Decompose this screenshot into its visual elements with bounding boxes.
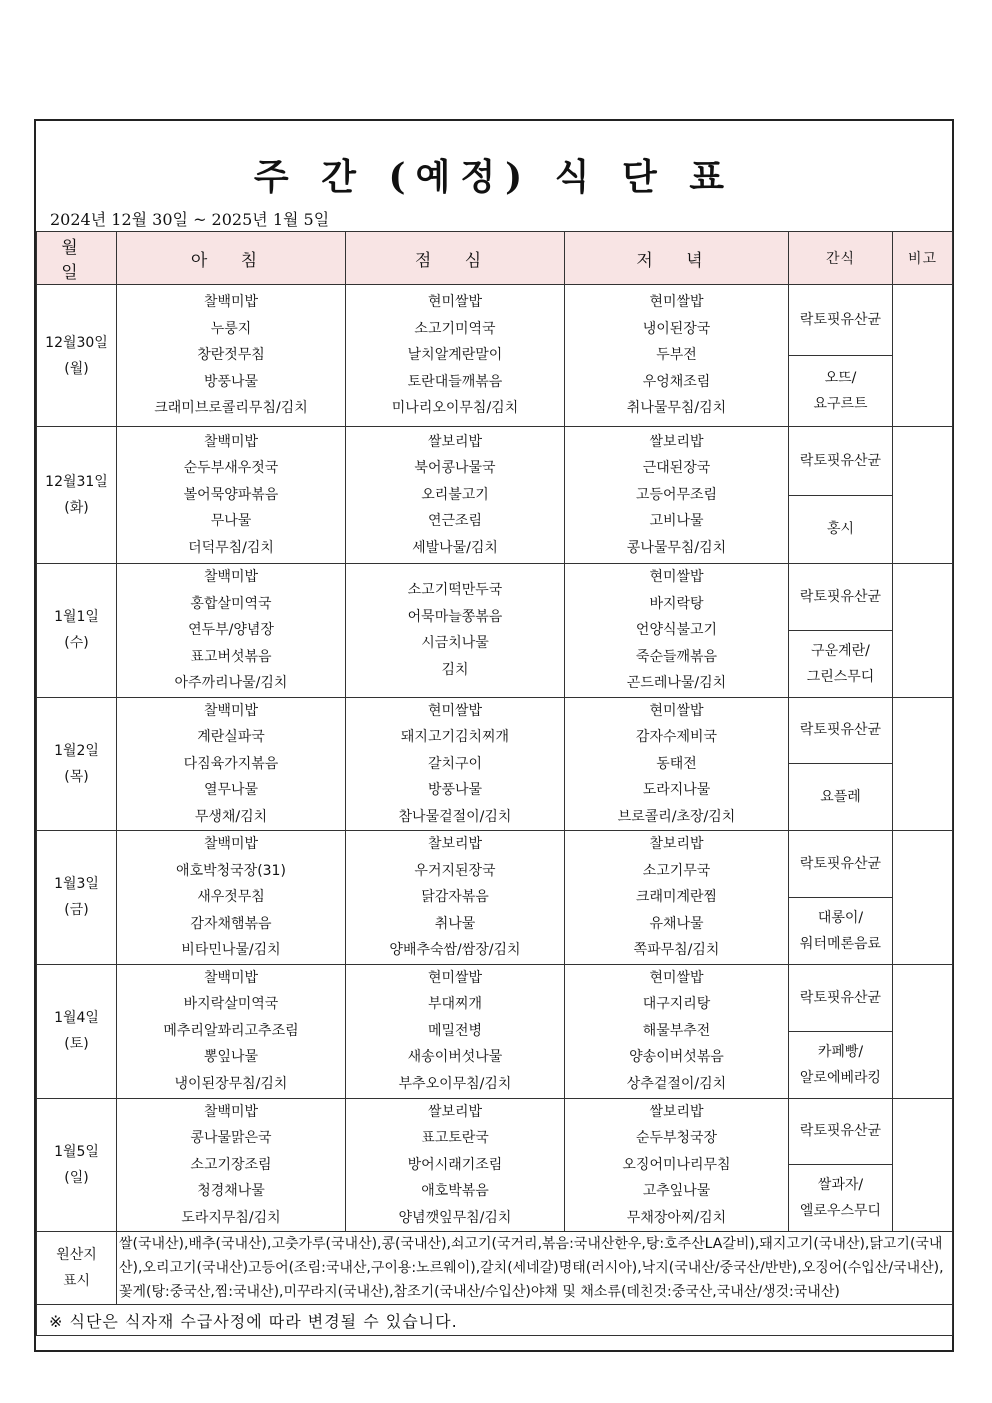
day-date-cell [37,1098,117,1232]
lunch-cell [346,564,565,698]
menu-item: 소고기미역국 [414,320,496,337]
day-row [37,285,953,356]
day-of-week: (수) [64,635,89,652]
menu-item: 감자수제비국 [635,729,718,745]
menu-item: 락토핏유산균 [799,1123,882,1140]
menu-item: 더덕무침/김치 [188,539,274,556]
day-date: 1월2일 [54,742,99,759]
menu-item: 락토핏유산균 [799,722,882,739]
day-of-week: (목) [64,768,89,785]
snack-cell-1 [789,427,893,496]
menu-item: 청경채나물 [197,1183,265,1199]
day-date: 1월4일 [54,1010,99,1026]
menu-item: 홍합살미역국 [190,595,272,612]
origin-label-line: 표시 [62,1273,91,1289]
menu-item: 쌀과자/ [817,1177,864,1194]
menu-item: 시금치나물 [421,635,489,652]
menu-item: 미나리오이무침/김치 [391,400,519,417]
menu-item: 표고버섯볶음 [190,648,272,665]
snack-cell-2 [789,630,893,697]
menu-item: 곤드레나물/김치 [626,675,727,691]
menu-item: 무나물 [210,513,252,530]
menu-item: 새송이버섯나물 [407,1049,503,1066]
day-row [37,564,953,631]
menu-item: 요구르트 [813,396,868,412]
snack-cell-1 [789,1098,893,1165]
dinner-cell [565,427,789,564]
breakfast-cell [117,564,346,698]
menu-item: 방풍나물 [427,782,483,798]
snack-cell-2 [789,356,893,427]
menu-item: 양념깻잎무침/김치 [398,1209,512,1226]
menu-body [37,285,953,1232]
day-row [37,1098,953,1165]
menu-item: 돼지고기김치찌개 [400,729,510,745]
menu-item: 부대찌개 [427,996,483,1013]
menu-item: 구운계란/ [811,642,870,659]
menu-item: 냉이된장무침/김치 [174,1075,288,1092]
menu-item: 대롱이/ [817,909,864,926]
menu-item: 쪽파무침/김치 [633,942,720,958]
menu-item: 창란젓무침 [197,347,265,364]
breakfast-cell [117,427,346,564]
menu-item: 감자채햄볶음 [190,915,272,932]
snack-cell-1 [789,831,893,898]
menu-item: 북어콩나물국 [414,460,496,477]
snack-cell-2 [789,897,893,964]
menu-item: 락토핏유산균 [799,989,882,1006]
menu-item: 애호박청국장(31) [176,862,286,879]
menu-item: 뽕잎나물 [203,1049,259,1066]
menu-item: 락토핏유산균 [799,855,882,872]
menu-item: 워터메론음료 [799,935,882,952]
remark-cell [893,831,953,965]
day-row [37,831,953,898]
menu-item: 비타민나물/김치 [181,942,281,958]
day-row [37,964,953,1031]
menu-sheet [34,119,954,1352]
menu-item: 김치 [441,661,469,678]
menu-item: 순두부새우젓국 [183,460,279,477]
menu-item: 현미쌀밥 [649,969,704,986]
menu-item: 취나물 [434,915,476,932]
remark-cell [893,564,953,698]
menu-item: 토란대들깨볶음 [407,373,503,390]
menu-item: 취나물무침/김치 [626,400,727,417]
menu-item: 연근조림 [427,513,483,530]
menu-item: 고등어무조림 [635,486,718,503]
menu-item: 찰백미밥 [203,569,259,585]
breakfast-cell [117,831,346,965]
header-breakfast: 아 침 [117,232,346,285]
day-of-week: (월) [64,360,89,377]
menu-item: 다짐육가지볶음 [183,755,279,772]
menu-item: 쌀보리밥 [649,433,704,450]
day-of-week: (토) [64,1036,89,1052]
lunch-cell [346,697,565,831]
menu-item: 오뜨/ [824,370,857,386]
menu-item: 요플레 [820,789,861,806]
lunch-cell [346,285,565,427]
menu-item: 양배추숙쌈/쌈장/김치 [389,942,521,958]
remark-cell [893,1098,953,1232]
menu-item: 엘로우스무디 [799,1203,882,1220]
menu-item: 연두부/양념장 [188,622,274,638]
day-of-week: (화) [64,500,89,516]
menu-item: 볼어묵양파볶음 [183,486,279,503]
snack-cell-1 [789,697,893,764]
day-date: 1월3일 [54,876,99,893]
menu-item: 무생채/김치 [194,808,268,825]
notice-text: ※ 식단은 식자재 수급사정에 따라 변경될 수 있습니다. [37,1305,953,1336]
menu-item: 락토핏유산균 [799,312,882,328]
menu-item: 근대된장국 [642,460,711,477]
day-of-week: (일) [64,1169,89,1186]
breakfast-cell [117,1098,346,1232]
menu-item: 찰백미밥 [203,969,259,986]
remark-cell [893,697,953,831]
menu-item: 찰백미밥 [203,702,259,719]
day-row [37,697,953,764]
menu-item: 누룽지 [210,320,252,337]
header-dinner: 저 녁 [565,232,789,285]
menu-item: 알로에베라킹 [799,1069,882,1086]
menu-item: 애호박볶음 [421,1183,489,1199]
menu-item: 락토핏유산균 [799,452,882,469]
day-date: 12월31일 [45,474,108,490]
header-row [37,232,953,285]
lunch-cell [346,964,565,1098]
menu-item: 홍시 [826,521,855,538]
day-date: 1월5일 [54,1143,99,1160]
menu-item: 언양식불고기 [635,622,718,638]
menu-item: 해물부추전 [642,1022,711,1039]
menu-item: 현미쌀밥 [427,702,483,719]
menu-item: 오징어미나리무침 [622,1156,731,1173]
menu-item: 우엉채조림 [642,373,711,390]
menu-item: 두부전 [656,347,697,364]
menu-item: 찰보리밥 [649,836,704,852]
day-row [37,427,953,496]
menu-item: 새우젓무침 [197,889,265,905]
origin-text: 쌀(국내산),배추(국내산),고춧가루(국내산),콩(국내산),쇠고기(국거리,볶음:국내산한우,탕:호주산LA갈비),돼지고기(국내산),닭고기(국내산),오리고기(국내산)고등어(조림:국내산,구이용:노르웨이),갈치(세네갈)명태(러시아),낙지(국내산/중국산/반반),오징어(수입산/국내산),꽃게(탕:중국산,찜:국내산),미꾸라지(국내산),참조기(국내산/수입산)야채 및 채소류(데친것:중국산,국내산/생것:국내산) [117,1232,953,1305]
dinner-cell [565,831,789,965]
menu-item: 찰백미밥 [203,433,259,450]
lunch-cell [346,427,565,564]
header-snack: 간식 [789,232,893,285]
day-date-cell [37,697,117,831]
origin-label [37,1232,117,1305]
snack-cell-1 [789,285,893,356]
menu-item: 표고토란국 [421,1130,489,1146]
menu-item: 계란실파국 [197,729,265,745]
note-row [37,1305,953,1336]
menu-item: 브로콜리/초장/김치 [617,808,736,825]
snack-cell-2 [789,1165,893,1232]
dinner-cell [565,697,789,831]
menu-item: 세발나물/김치 [412,539,498,556]
day-date-cell [37,831,117,965]
menu-item: 상추겉절이/김치 [626,1075,727,1092]
menu-item: 쌀보리밥 [427,433,483,450]
menu-item: 그린스무디 [806,668,875,685]
menu-item: 락토핏유산균 [799,588,882,605]
origin-row [37,1232,953,1305]
period-label: 2024년 12월 30일 ~ 2025년 1월 5일 [50,210,330,229]
menu-item: 오리불고기 [421,486,489,503]
menu-item: 현미쌀밥 [649,294,704,311]
menu-item: 순두부청국장 [635,1130,718,1146]
remark-cell [893,427,953,564]
menu-item: 소고기무국 [642,862,711,879]
day-date: 12월30일 [45,334,108,351]
menu-item: 날치알계란말이 [407,347,503,364]
menu-item: 방어시래기조림 [407,1156,503,1173]
origin-label-line: 원산지 [56,1247,97,1263]
menu-item: 찰백미밥 [203,836,259,852]
menu-item: 소고기떡만두국 [407,582,503,599]
menu-item: 크래미계란찜 [635,889,718,905]
menu-item: 냉이된장국 [642,320,711,337]
menu-item: 크래미브로콜리무침/김치 [154,400,308,417]
menu-item: 방풍나물 [203,373,259,390]
menu-item: 아주까리나물/김치 [174,675,288,691]
lunch-cell [346,1098,565,1232]
menu-item: 대구지리탕 [642,996,711,1013]
snack-cell-2 [789,1031,893,1098]
day-of-week: (금) [64,902,89,919]
breakfast-cell [117,964,346,1098]
snack-cell-2 [789,495,893,564]
menu-item: 동태전 [656,755,697,772]
menu-item: 열무나물 [203,782,259,798]
dinner-cell [565,564,789,698]
remark-cell [893,964,953,1098]
menu-item: 갈치구이 [427,755,483,772]
menu-item: 어묵마늘쫑볶음 [407,608,503,625]
page-title: 주 간 (예정) 식 단 표 [253,156,735,198]
dinner-cell [565,964,789,1098]
menu-item: 찰보리밥 [427,836,483,852]
menu-item: 도라지나물 [642,782,711,798]
dinner-cell [565,1098,789,1232]
header-day: 월 일 [37,232,117,285]
menu-item: 쌀보리밥 [649,1103,704,1120]
menu-item: 유채나물 [649,915,704,932]
menu-item: 찰백미밥 [203,294,259,311]
header-lunch: 점 심 [346,232,565,285]
breakfast-cell [117,697,346,831]
day-date-cell [37,964,117,1098]
menu-item: 쌀보리밥 [427,1103,483,1120]
menu-table [36,231,953,1336]
menu-item: 양송이버섯볶음 [629,1049,724,1066]
menu-item: 닭감자볶음 [421,889,489,905]
header-remark: 비고 [893,232,953,285]
day-date-cell [37,564,117,698]
lunch-cell [346,831,565,965]
menu-item: 콩나물맑은국 [190,1130,272,1146]
menu-item: 참나물겉절이/김치 [398,808,512,825]
menu-item: 현미쌀밥 [649,569,704,585]
snack-cell-2 [789,764,893,831]
breakfast-cell [117,285,346,427]
snack-cell-1 [789,964,893,1031]
menu-item: 바지락탕 [649,595,704,612]
remark-cell [893,285,953,427]
dinner-cell [565,285,789,427]
menu-item: 고추잎나물 [642,1183,711,1199]
menu-item: 고비나물 [649,513,704,530]
menu-item: 우거지된장국 [414,862,496,879]
day-date-cell [37,427,117,564]
menu-item: 카페빵/ [817,1043,864,1060]
menu-item: 부추오이무침/김치 [398,1075,512,1092]
menu-item: 메추리알꽈리고추조림 [163,1022,299,1039]
menu-item: 메밀전병 [427,1022,483,1039]
menu-item: 소고기장조림 [190,1156,272,1173]
menu-item: 죽순들깨볶음 [635,648,718,665]
day-date-cell [37,285,117,427]
menu-item: 현미쌀밥 [427,969,483,986]
snack-cell-1 [789,564,893,631]
menu-item: 현미쌀밥 [649,702,704,719]
menu-item: 바지락살미역국 [183,996,279,1013]
menu-item: 무채장아찌/김치 [626,1209,727,1226]
menu-item: 현미쌀밥 [427,294,483,311]
menu-item: 도라지무침/김치 [181,1209,281,1226]
menu-item: 찰백미밥 [203,1103,259,1120]
day-date: 1월1일 [54,609,99,626]
menu-item: 콩나물무침/김치 [626,539,727,556]
